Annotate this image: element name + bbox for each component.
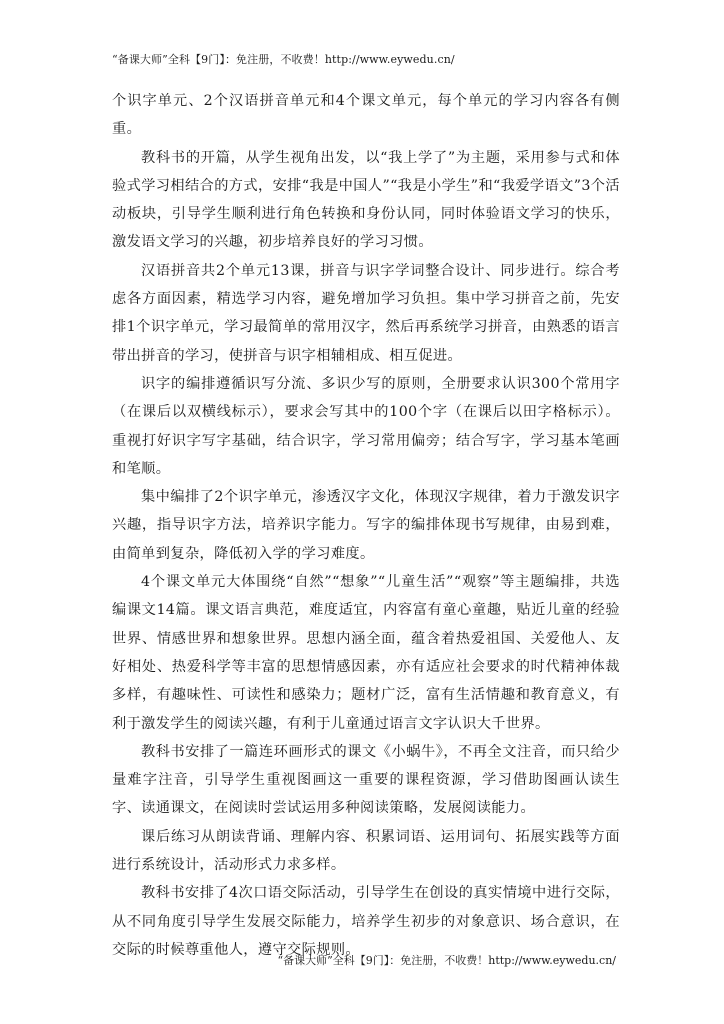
paragraph-pinyin: 汉语拼音共2个单元13课，拼音与识字学词整合设计、同步进行。综合考虑各方面因素，精选学习内容，避免增加学习负担。集中学习拼音之前，先安排1个识字单元，学习最简单的常用汉字，然后再系统学习拼音，由熟悉的语言带出拼音的学习，使拼音与识字相辅相成、相互促进。 xyxy=(112,262,620,364)
paragraph-literacy-units: 集中编排了2个识字单元，渗透汉字文化，体现汉字规律，着力于激发识字兴趣，指导识字方法，培养识字能力。写字的编排体现书写规律，由易到难，由简单到复杂，降低初入学的学习难度。 xyxy=(112,489,620,562)
document-body xyxy=(112,87,620,964)
paragraph-oral-communication: 教科书安排了4次口语交际活动，引导学生在创设的真实情境中进行交际，从不同角度引导学生发展交际能力，培养学生初步的对象意识、场合意识，在交际的时候尊重他人，遵守交际规则。 xyxy=(112,885,620,958)
page-header xyxy=(0,0,724,70)
header-banner-text: “备课大师”全科【9门】：免注册，不收费！http://www.eywedu.cn/ xyxy=(112,53,455,66)
paragraph-opening-section: 教科书的开篇，从学生视角出发，以“我上学了”为主题，采用参与式和体验式学习相结合的方式，安排“我是中国人”“我是小学生”和“我爱学语文”3个活动板块，引导学生顺利进行角色转换和身份认同，同时体验语文学习的快乐，激发语文学习的兴趣，初步培养良好的学习习惯。 xyxy=(112,149,620,251)
paragraph-continuation: 个识字单元、2个汉语拼音单元和4个课文单元，每个单元的学习内容各有侧重。 xyxy=(112,93,620,138)
footer-banner-text: “备课大师”全科【9门】：免注册，不收费！http://www.eywedu.cn/ xyxy=(277,954,616,967)
paragraph-text-units: 4个课文单元大体围绕“自然”“想象”“儿童生活”“观察”等主题编排，共选编课文14篇。课文语言典范，难度适宜，内容富有童心童趣，贴近儿童的经验世界、情感世界和想象世界。思想内涵全面，蕴含着热爱祖国、关爱他人、友好相处、热爱科学等丰富的思想情感因素，亦有适应社会要求的时代精神体裁多样，有趣味性、可读性和感染力；题材广泛，富有生活情趣和教育意义，有利于激发学生的阅读兴趣，有利于儿童通过语言文字认识大千世界。 xyxy=(112,574,620,732)
paragraph-comic-text: 教科书安排了一篇连环画形式的课文《小蜗牛》，不再全文注音，而只给少量难字注音，引导学生重视图画这一重要的课程资源，学习借助图画认读生字、读通课文，在阅读时尝试运用多种阅读策略，发展阅读能力。 xyxy=(112,743,620,817)
paragraph-character-recognition: 识字的编排遵循识写分流、多识少写的原则，全册要求认识300个常用字（在课后以双横线标示），要求会写其中的100个字（在课后以田字格标示）。重视打好识字写字基础，结合识字，学习常用偏旁；结合写字，学习基本笔画和笔顺。 xyxy=(112,375,620,477)
paragraph-exercises: 课后练习从朗读背诵、理解内容、积累词语、运用词句、拓展实践等方面进行系统设计，活动形式力求多样。 xyxy=(112,828,620,874)
